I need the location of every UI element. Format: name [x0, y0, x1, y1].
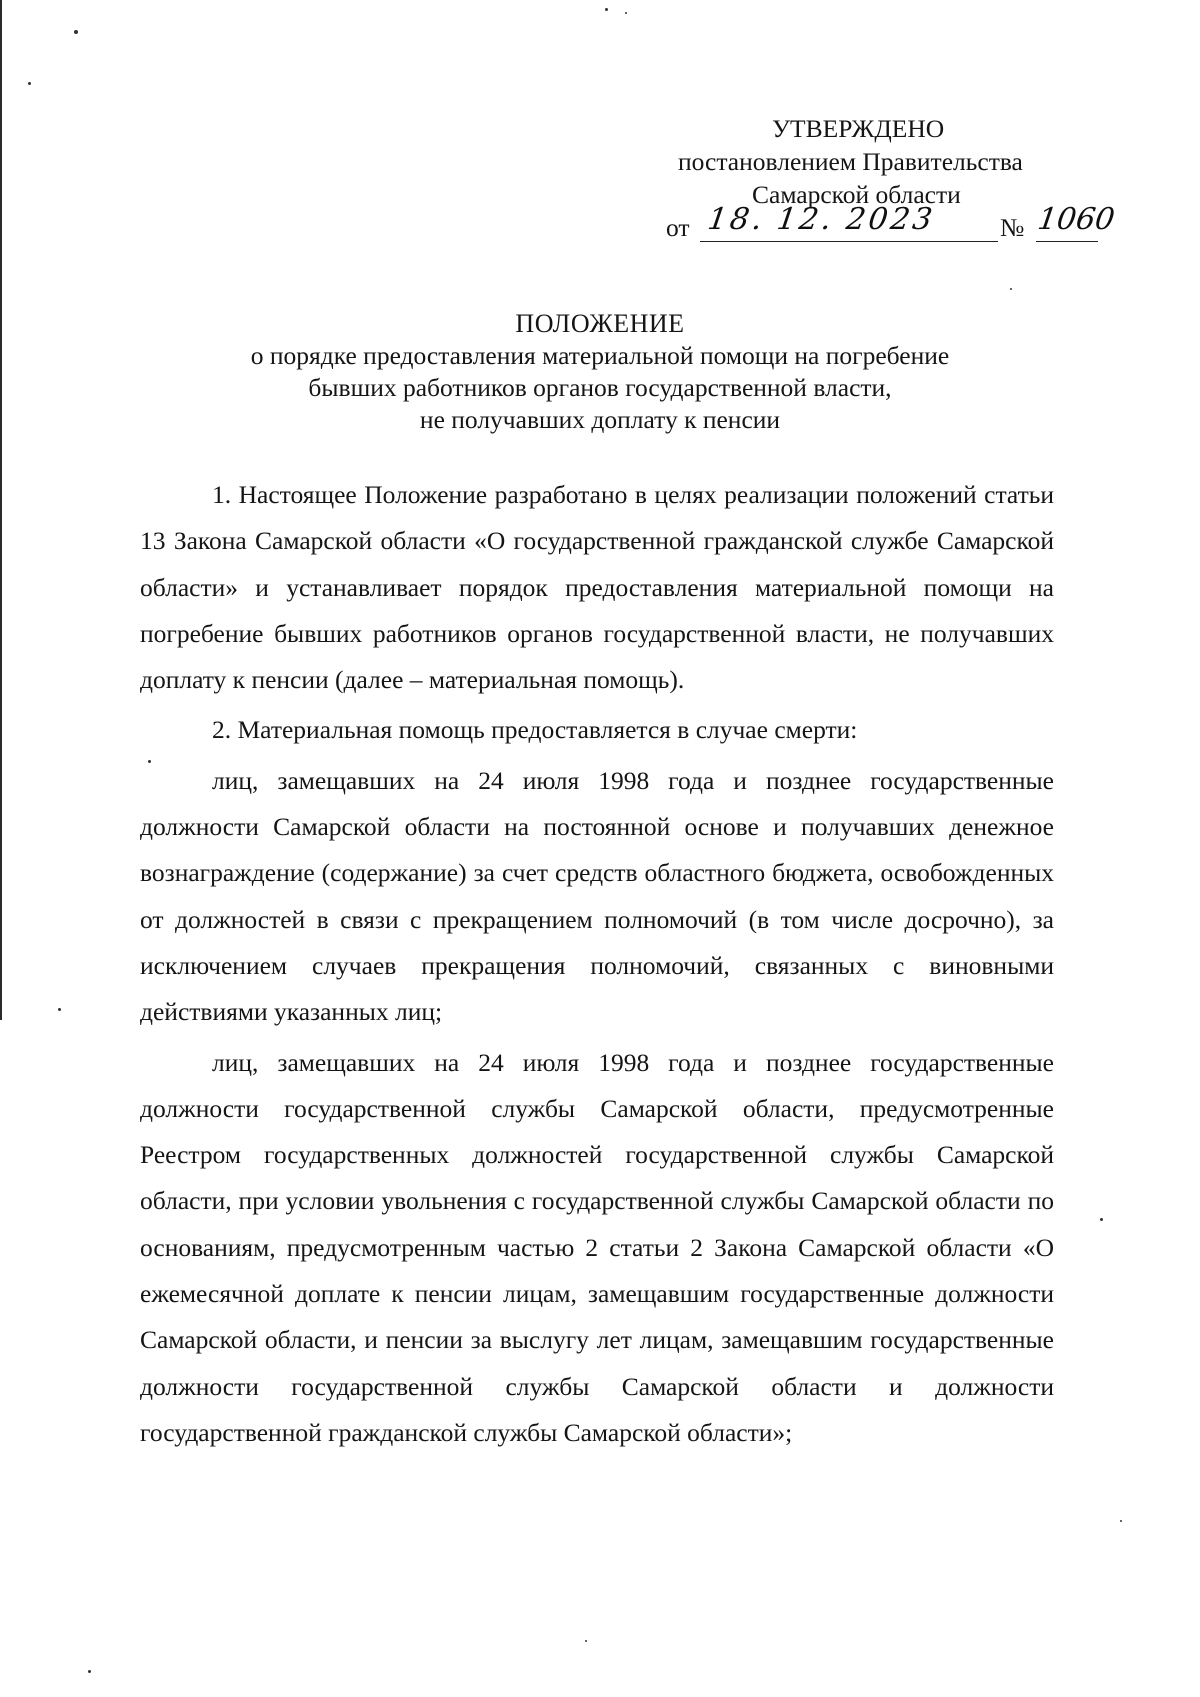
- scan-speck: [585, 1640, 587, 1642]
- scan-speck: [74, 30, 78, 34]
- scan-speck: [605, 8, 608, 11]
- paragraph-2: 2. Материальная помощь предоставляется в случае смерти:: [212, 715, 858, 745]
- approval-issuer: постановлением Правительства: [678, 147, 1023, 176]
- paragraph-4: лиц, замещавших на 24 июля 1998 года и позднее государственные должности государственной службы Самарской области, предусмотренные Реестром государственных должностей государственной службы Самарской области, при условии увольнения с государственной службы Самарской области по основаниям, предусмотренным частью 2 статьи 2 Закона Самарской области «О ежемесячной доплате к пенсии лицам, замещавшим государственные должности Самарской области, и пенсии за выслугу лет лицам, замещавшим государственные должности государственной службы Самарской области и должности государственной гражданской службы Самарской области»;: [140, 1047, 1054, 1447]
- document-type: ПОЛОЖЕНИЕ: [515, 309, 685, 338]
- paragraph-1: 1. Настоящее Положение разработано в целях реализации положений статьи 13 Закона Самарской области «О государственной гражданской службе Самарской области» и устанавливает порядок предоставления материальной помощи на погребение бывших работников органов государственной власти, не получавших доплату к пенсии (далее – материальная помощь).: [140, 480, 1054, 695]
- approval-title: УТВЕРЖДЕНО: [772, 114, 945, 143]
- scan-speck: [58, 1008, 61, 1011]
- heading-subtitle-line: бывших работников органов государственной власти,: [308, 373, 892, 402]
- handwritten-date: 18. 12. 2023: [705, 202, 938, 237]
- number-prefix: №: [1000, 213, 1025, 242]
- heading-subtitle-line: о порядке предоставления материальной помощи на погребение: [250, 341, 950, 370]
- date-prefix: от: [666, 213, 690, 242]
- scan-speck: [1120, 1520, 1122, 1522]
- scan-speck: [1010, 288, 1012, 290]
- document-heading: [130, 308, 1070, 436]
- heading-subtitle-line: не получавших доплату к пенсии: [419, 405, 781, 434]
- approval-date-row: [600, 202, 1140, 247]
- scan-edge-line: [0, 0, 2, 1020]
- approval-block: [600, 112, 1140, 247]
- approval-region: Самарской области: [752, 180, 961, 209]
- paragraph-3: лиц, замещавших на 24 июля 1998 года и позднее государственные должности Самарской области на постоянной основе и получавших денежное вознаграждение (содержание) за счет средств областного бюджета, освобожденных от должностей в связи с прекращением полномочий (в том числе досрочно), за исключением случаев прекращения полномочий, связанных с виновными действиями указанных лиц;: [140, 765, 1054, 1027]
- scan-speck: [28, 82, 31, 85]
- scan-speck: [625, 12, 627, 14]
- handwritten-number: 1060: [1035, 202, 1117, 237]
- scan-speck: [88, 1670, 91, 1673]
- document-body: [140, 472, 1054, 1460]
- scan-speck: [1100, 1218, 1103, 1221]
